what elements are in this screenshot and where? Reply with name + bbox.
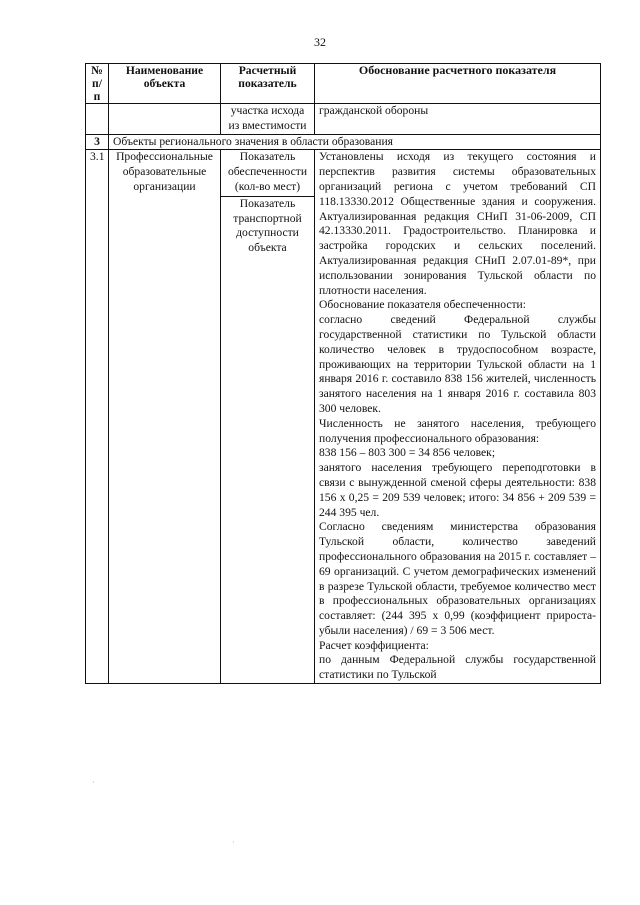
justification-paragraph: 838 156 – 803 300 = 34 856 человек; xyxy=(319,446,496,460)
section-number: 3 xyxy=(86,134,109,150)
scan-speck: · xyxy=(92,778,95,787)
scan-speck: · xyxy=(232,838,235,847)
header-number: № п/п xyxy=(86,64,109,104)
object-name: Профессиональные образовательные организации xyxy=(109,150,221,684)
justification-paragraph: Численность не занятого населения, требующего получения профессионального образования: xyxy=(319,416,596,445)
justification-paragraph: согласно сведений Федеральной службы государственной статистики по Тульской области количество человек в трудоспособном возрасте, проживающих на территории Тульской области на 1 января 2016 г. составило 838 156 жителей, численность занятого населения на 1 января 2016 г. составила 803 300 человек. xyxy=(319,313,596,415)
justification-table xyxy=(85,63,601,684)
section-title: Объекты регионального значения в области образования xyxy=(109,134,601,150)
header-justification: Обоснование расчетного показателя xyxy=(315,64,601,104)
justification-paragraph: Согласно сведениям министерства образования Тульской области, количество заведений профессионального образования на 2015 г. составляет – 69 организаций. С учетом демографических изменений в разрезе Тульской области, требуемое количество мест в профессиональных образовательных организациях составляет: (244 395 х 0,99 (коэффициент прироста-убыли населения) / 69 = 3 506 мест. xyxy=(319,520,596,637)
indicator-transport: Показатель транспортной доступности объекта xyxy=(233,196,302,255)
justification-paragraph: занятого населения требующего переподготовки в связи с вынужденной сменой сферы деятельности: 838 156 х 0,25 = 209 539 человек; итого: 34 856 + 209 539 = 244 395 чел. xyxy=(319,461,596,519)
table-row xyxy=(86,104,601,135)
justification-text xyxy=(315,150,601,684)
table-row xyxy=(86,150,601,684)
page-number: 32 xyxy=(314,35,326,49)
justification-paragraph: Обоснование показателя обеспеченности: xyxy=(319,298,526,312)
header-object-name: Наименование объекта xyxy=(109,64,221,104)
table-header-row xyxy=(86,64,601,104)
justification-paragraph: Установлены исходя из текущего состояния и перспектив развития системы образовательных организаций региона с учетом требований СП 118.13330.2012 Общественные здания и сооружения. Актуализированная редакция СНиП 31-06-2009, СП 42.13330.2011. Градостроительство. Планировка и застройка городских и сельских поселений. Актуализированная редакция СНиП 2.07.01-89*, при использовании зонирования Тульской области по плотности населения. xyxy=(319,150,596,297)
indicator-provision: Показатель обеспеченности (кол-во мест) xyxy=(221,150,314,196)
continuation-indicator: участка исхода из вместимости xyxy=(221,104,315,135)
justification-paragraph: Расчет коэффициента: xyxy=(319,638,429,652)
row-number: 3.1 xyxy=(86,150,109,684)
justification-paragraph: по данным Федеральной службы государственной статистики по Тульской xyxy=(319,653,596,682)
section-row xyxy=(86,134,601,150)
header-indicator: Расчетный показатель xyxy=(221,64,315,104)
continuation-justification: гражданской обороны xyxy=(315,104,601,135)
